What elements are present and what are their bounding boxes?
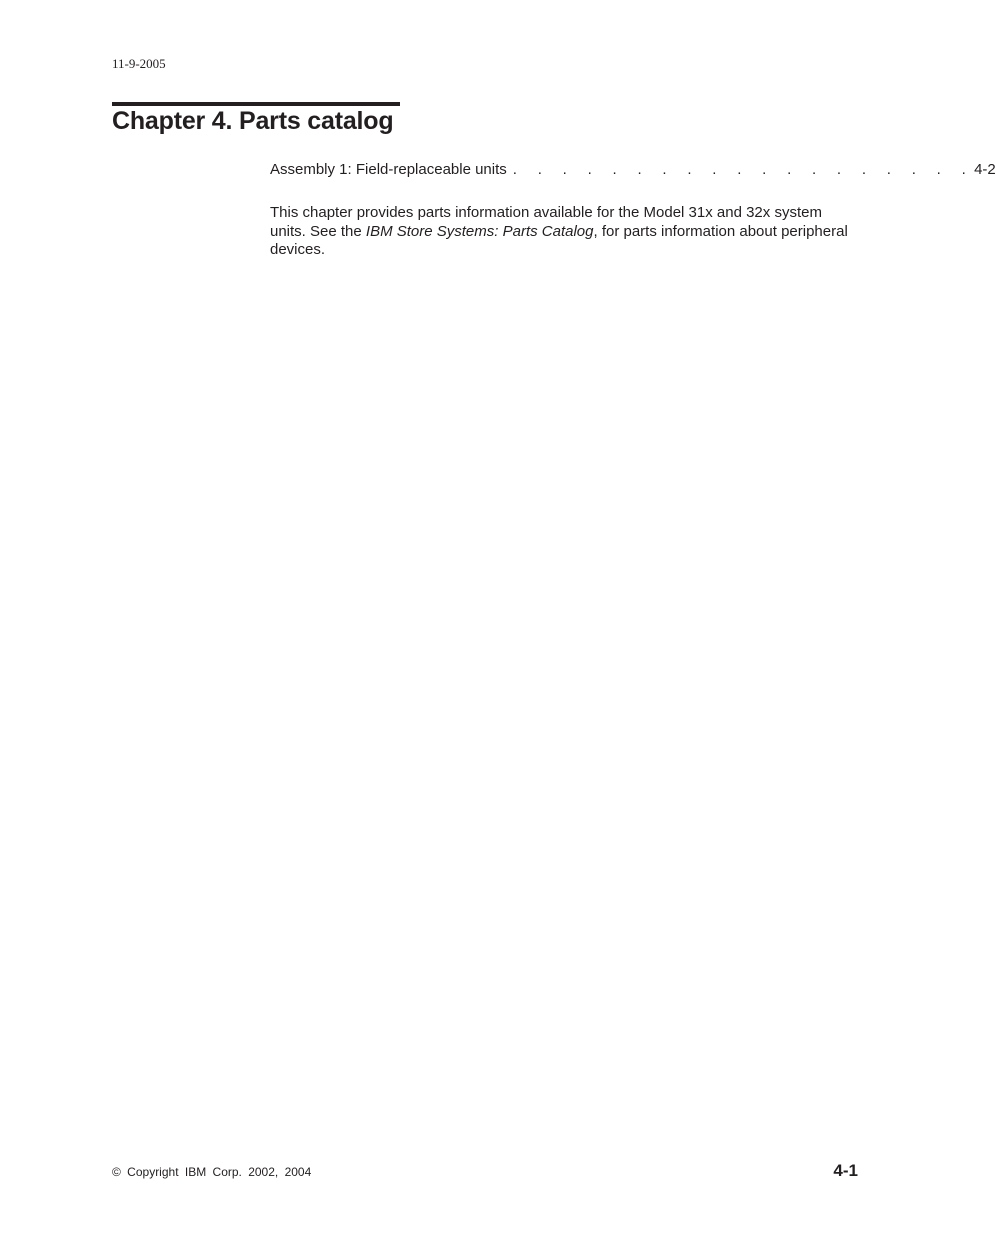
toc-entry-page: 4-2 <box>974 161 996 178</box>
intro-paragraph <box>270 204 860 260</box>
chapter-title: Chapter 4. Parts catalog <box>112 107 394 135</box>
intro-text-end: , for parts information about peripheral devices. <box>270 222 848 258</box>
page-number: 4-1 <box>833 1161 858 1180</box>
intro-text-start: This chapter provides parts information available for the Model 31x and 32x system units. See the <box>270 204 822 240</box>
toc-dot-leader: . . . . . . . . . . . . . . . . . . . <box>512 161 975 178</box>
revision-date: 11-9-2005 <box>112 56 166 71</box>
chapter-title-rule <box>112 102 400 106</box>
book-title-reference: IBM Store Systems: Parts Catalog <box>365 222 594 240</box>
toc-entry[interactable] <box>270 161 996 178</box>
footer-copyright: © Copyright IBM Corp. 2002, 2004 <box>112 1165 312 1179</box>
toc-entry-label: Assembly 1: Field-replaceable units <box>270 161 507 178</box>
